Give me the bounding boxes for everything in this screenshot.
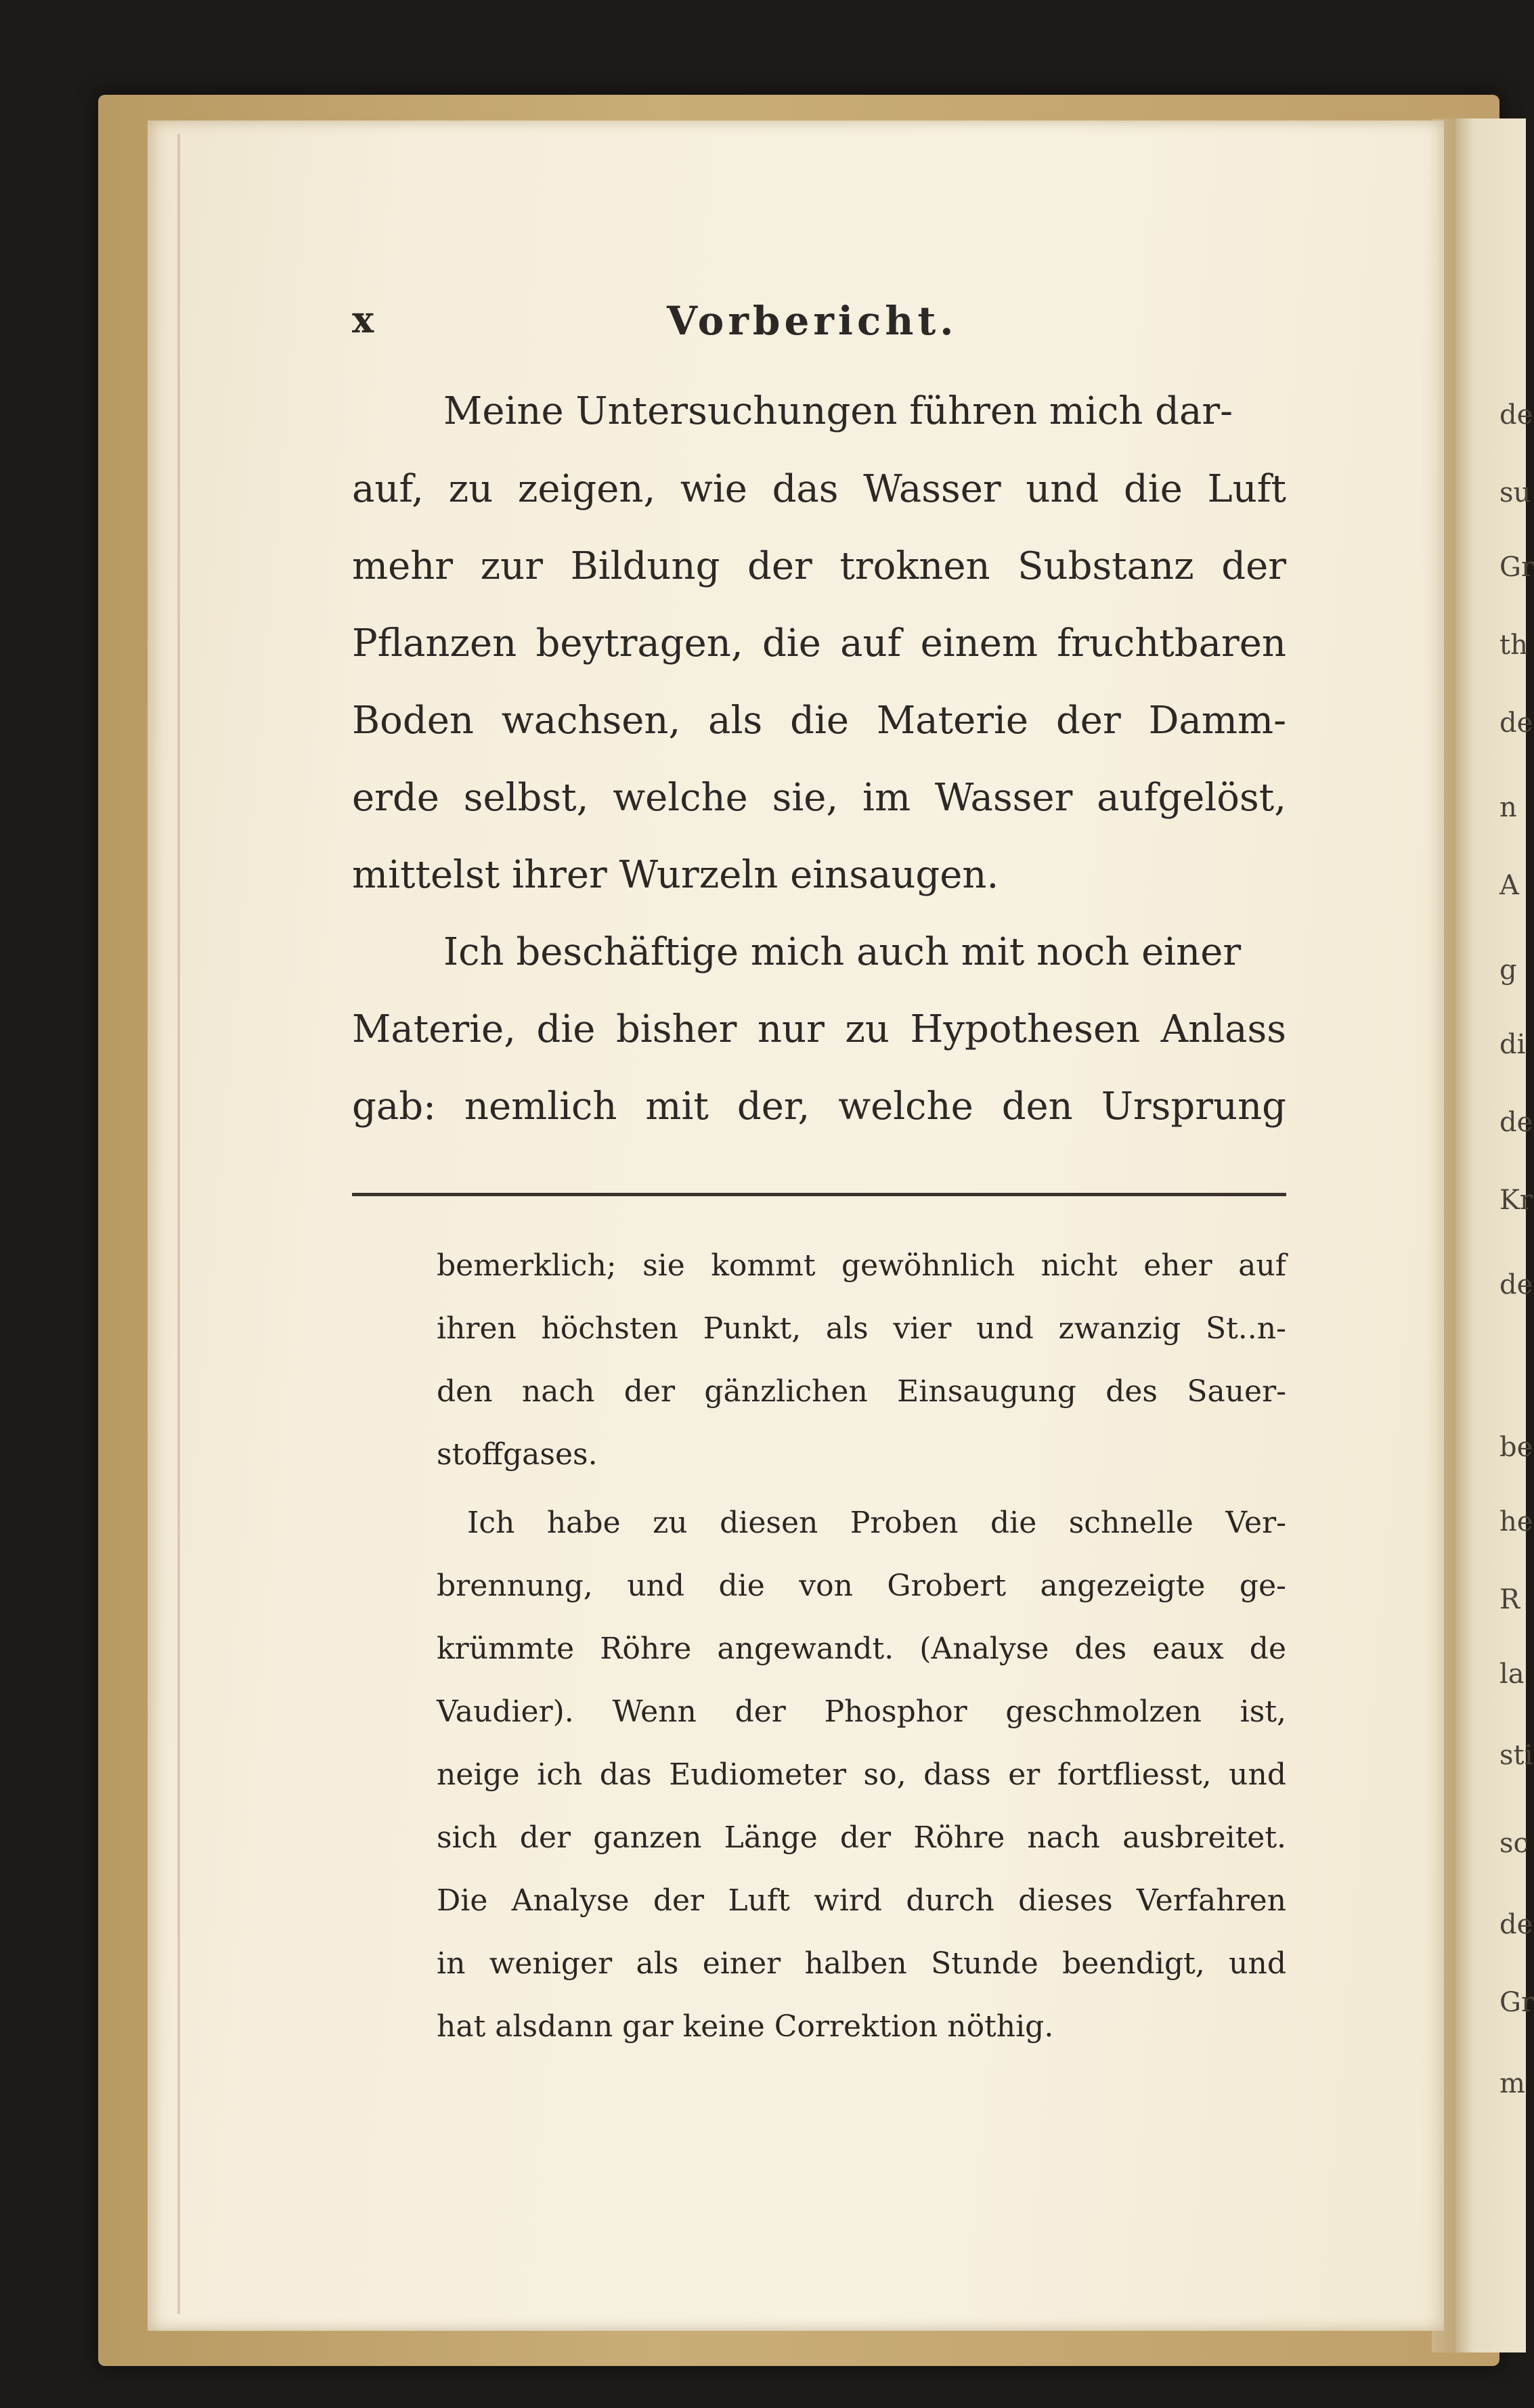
body-line: mehr zur Bildung der troknen Substanz der xyxy=(352,544,1286,588)
facing-page-fragment: su xyxy=(1499,477,1531,508)
body-line: Meine Untersuchungen führen mich dar- xyxy=(443,389,1233,433)
facing-page-fragment: A xyxy=(1499,870,1519,901)
footnote-line: bemerklich; sie kommt gewöhnlich nicht eher auf xyxy=(437,1248,1286,1283)
footnote-line: in weniger als einer halben Stunde beendigt, und xyxy=(437,1946,1286,1981)
body-line: mittelst ihrer Wurzeln einsaugen. xyxy=(352,853,999,897)
body-line: Pflanzen beytragen, die auf einem fruchtbaren xyxy=(352,621,1286,665)
body-line: auf, zu zeigen, wie das Wasser und die Luft xyxy=(352,467,1286,511)
facing-page-fragment: R xyxy=(1499,1584,1520,1615)
footnote-line: Ich habe zu diesen Proben die schnelle Ver- xyxy=(467,1506,1286,1540)
footnote-line: stoffgases. xyxy=(437,1437,598,1472)
footnote-line: neige ich das Eudiometer so, dass er fortfliesst, und xyxy=(437,1757,1286,1792)
facing-page-fragment: Gr xyxy=(1499,1987,1534,2018)
footnote-line: Vaudier). Wenn der Phosphor geschmolzen ist, xyxy=(437,1694,1286,1729)
facing-page-fragment: th xyxy=(1499,630,1528,661)
facing-page-fragment: Gr xyxy=(1499,552,1534,583)
facing-page-fragment: di xyxy=(1499,1029,1526,1060)
facing-page-fragment: de xyxy=(1499,1269,1533,1300)
body-line: Materie, die bisher nur zu Hypothesen Anlass xyxy=(352,1007,1286,1051)
facing-page-fragment: sc xyxy=(1499,1828,1529,1859)
body-line: Boden wachsen, als die Materie der Damm- xyxy=(352,699,1286,743)
facing-page-fragment: de xyxy=(1499,1107,1533,1138)
page-number: x xyxy=(352,298,374,341)
footnote-line: sich der ganzen Länge der Röhre nach ausbreitet. xyxy=(437,1820,1286,1855)
running-title: Vorbericht. xyxy=(667,298,958,344)
page-margin-rule xyxy=(177,134,180,2314)
footnote-line: Die Analyse der Luft wird durch dieses Verfahren xyxy=(437,1883,1286,1918)
running-head xyxy=(352,298,1286,345)
facing-page-fragment: de xyxy=(1499,399,1533,431)
facing-page-fragment: n xyxy=(1499,792,1517,823)
facing-page-fragment: be xyxy=(1499,1432,1533,1463)
footnote-line: den nach der gänzlichen Einsaugung des Sauer- xyxy=(437,1374,1286,1409)
facing-page-fragment: g xyxy=(1499,955,1517,986)
facing-page-fragment: m xyxy=(1499,2068,1525,2099)
footnote-rule xyxy=(352,1193,1286,1196)
facing-page-fragment: de xyxy=(1499,1909,1533,1940)
body-line: erde selbst, welche sie, im Wasser aufgelöst, xyxy=(352,776,1286,820)
body-line: Ich beschäftige mich auch mit noch einer xyxy=(443,930,1242,974)
body-line: gab: nemlich mit der, welche den Ursprung xyxy=(352,1085,1286,1129)
facing-page-fragment: he xyxy=(1499,1506,1533,1537)
footnote-line: brennung, und die von Grobert angezeigte ge- xyxy=(437,1569,1286,1603)
facing-page-fragment: de xyxy=(1499,707,1533,739)
facing-page-fragment: la xyxy=(1499,1659,1525,1690)
footnote-line: ihren höchsten Punkt, als vier und zwanzig St..n- xyxy=(437,1311,1286,1346)
facing-page-fragment: sti xyxy=(1499,1740,1533,1771)
book-page xyxy=(148,121,1444,2331)
facing-page-fragment: Kr xyxy=(1499,1185,1533,1216)
footnote-line: krümmte Röhre angewandt. (Analyse des eaux de xyxy=(437,1632,1286,1666)
footnote-line: hat alsdann gar keine Correktion nöthig. xyxy=(437,2009,1054,2044)
